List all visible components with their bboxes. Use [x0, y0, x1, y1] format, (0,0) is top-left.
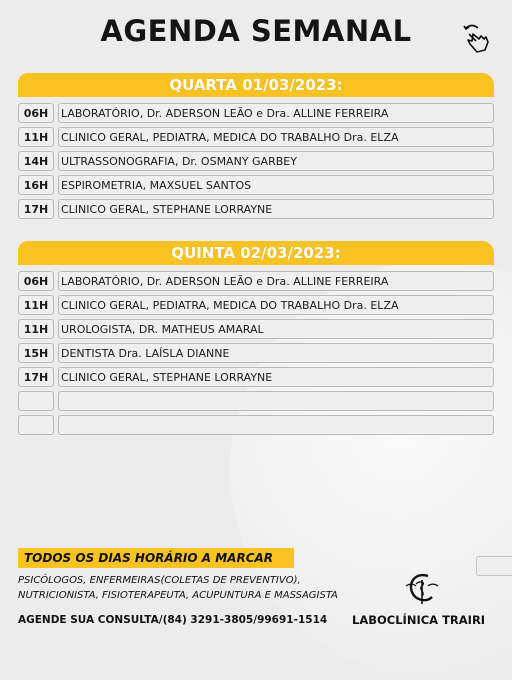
- brand-name: LABOCLÍNICA TRAIRI: [352, 613, 486, 627]
- footer-services-line1: PSICÓLOGOS, ENFERMEIRAS(COLETAS DE PREVENTIVO),: [18, 575, 301, 586]
- section-header: QUINTA 02/03/2023:: [18, 241, 494, 265]
- swipe-hand-icon[interactable]: [458, 22, 496, 56]
- section-quarta: [18, 73, 494, 219]
- description-cell: ULTRASSONOGRAFIA, Dr. OSMANY GARBEY: [58, 151, 494, 171]
- scroll-handle[interactable]: [476, 556, 512, 576]
- schedule-row: [18, 295, 494, 315]
- hour-cell: 16H: [18, 175, 54, 195]
- contact-info: AGENDE SUA CONSULTA/(84) 3291-3805/99691-1514: [18, 614, 328, 626]
- schedule-row-empty: [18, 391, 494, 411]
- description-cell: DENTISTA Dra. LAÍSLA DIANNE: [58, 343, 494, 363]
- description-cell: [58, 415, 494, 435]
- schedule-row: [18, 271, 494, 291]
- schedule-row: [18, 367, 494, 387]
- section-quinta: [18, 241, 494, 435]
- hour-cell: [18, 415, 54, 435]
- hour-cell: 11H: [18, 295, 54, 315]
- description-cell: ESPIROMETRIA, MAXSUEL SANTOS: [58, 175, 494, 195]
- schedule-row-empty: [18, 415, 494, 435]
- section-header: QUARTA 01/03/2023:: [18, 73, 494, 97]
- laboclinica-logo-icon: [402, 570, 442, 608]
- description-cell: LABORATÓRIO, Dr. ADERSON LEÃO e Dra. ALLINE FERREIRA: [58, 103, 494, 123]
- hour-cell: 06H: [18, 103, 54, 123]
- description-cell: LABORATÓRIO, Dr. ADERSON LEÃO e Dra. ALLINE FERREIRA: [58, 271, 494, 291]
- hour-cell: 06H: [18, 271, 54, 291]
- hour-cell: 17H: [18, 367, 54, 387]
- hour-cell: [18, 391, 54, 411]
- footer-services-line2: NUTRICIONISTA, FISIOTERAPEUTA, ACUPUNTURA E MASSAGISTA: [18, 590, 338, 601]
- schedule-row: [18, 175, 494, 195]
- description-cell: [58, 391, 494, 411]
- schedule-row: [18, 343, 494, 363]
- hour-cell: 11H: [18, 319, 54, 339]
- schedule-row: [18, 103, 494, 123]
- page-title: AGENDA SEMANAL: [100, 14, 412, 48]
- hour-cell: 15H: [18, 343, 54, 363]
- schedule-row: [18, 319, 494, 339]
- footer-title: TODOS OS DIAS HORÁRIO A MARCAR: [18, 548, 294, 568]
- description-cell: CLINICO GERAL, PEDIATRA, MEDICA DO TRABALHO Dra. ELZA: [58, 127, 494, 147]
- description-cell: UROLOGISTA, DR. MATHEUS AMARAL: [58, 319, 494, 339]
- schedule-row: [18, 127, 494, 147]
- description-cell: CLINICO GERAL, STEPHANE LORRAYNE: [58, 367, 494, 387]
- schedule-row: [18, 151, 494, 171]
- description-cell: CLINICO GERAL, STEPHANE LORRAYNE: [58, 199, 494, 219]
- hour-cell: 14H: [18, 151, 54, 171]
- hour-cell: 17H: [18, 199, 54, 219]
- hour-cell: 11H: [18, 127, 54, 147]
- schedule-row: [18, 199, 494, 219]
- description-cell: CLINICO GERAL, PEDIATRA, MEDICA DO TRABALHO Dra. ELZA: [58, 295, 494, 315]
